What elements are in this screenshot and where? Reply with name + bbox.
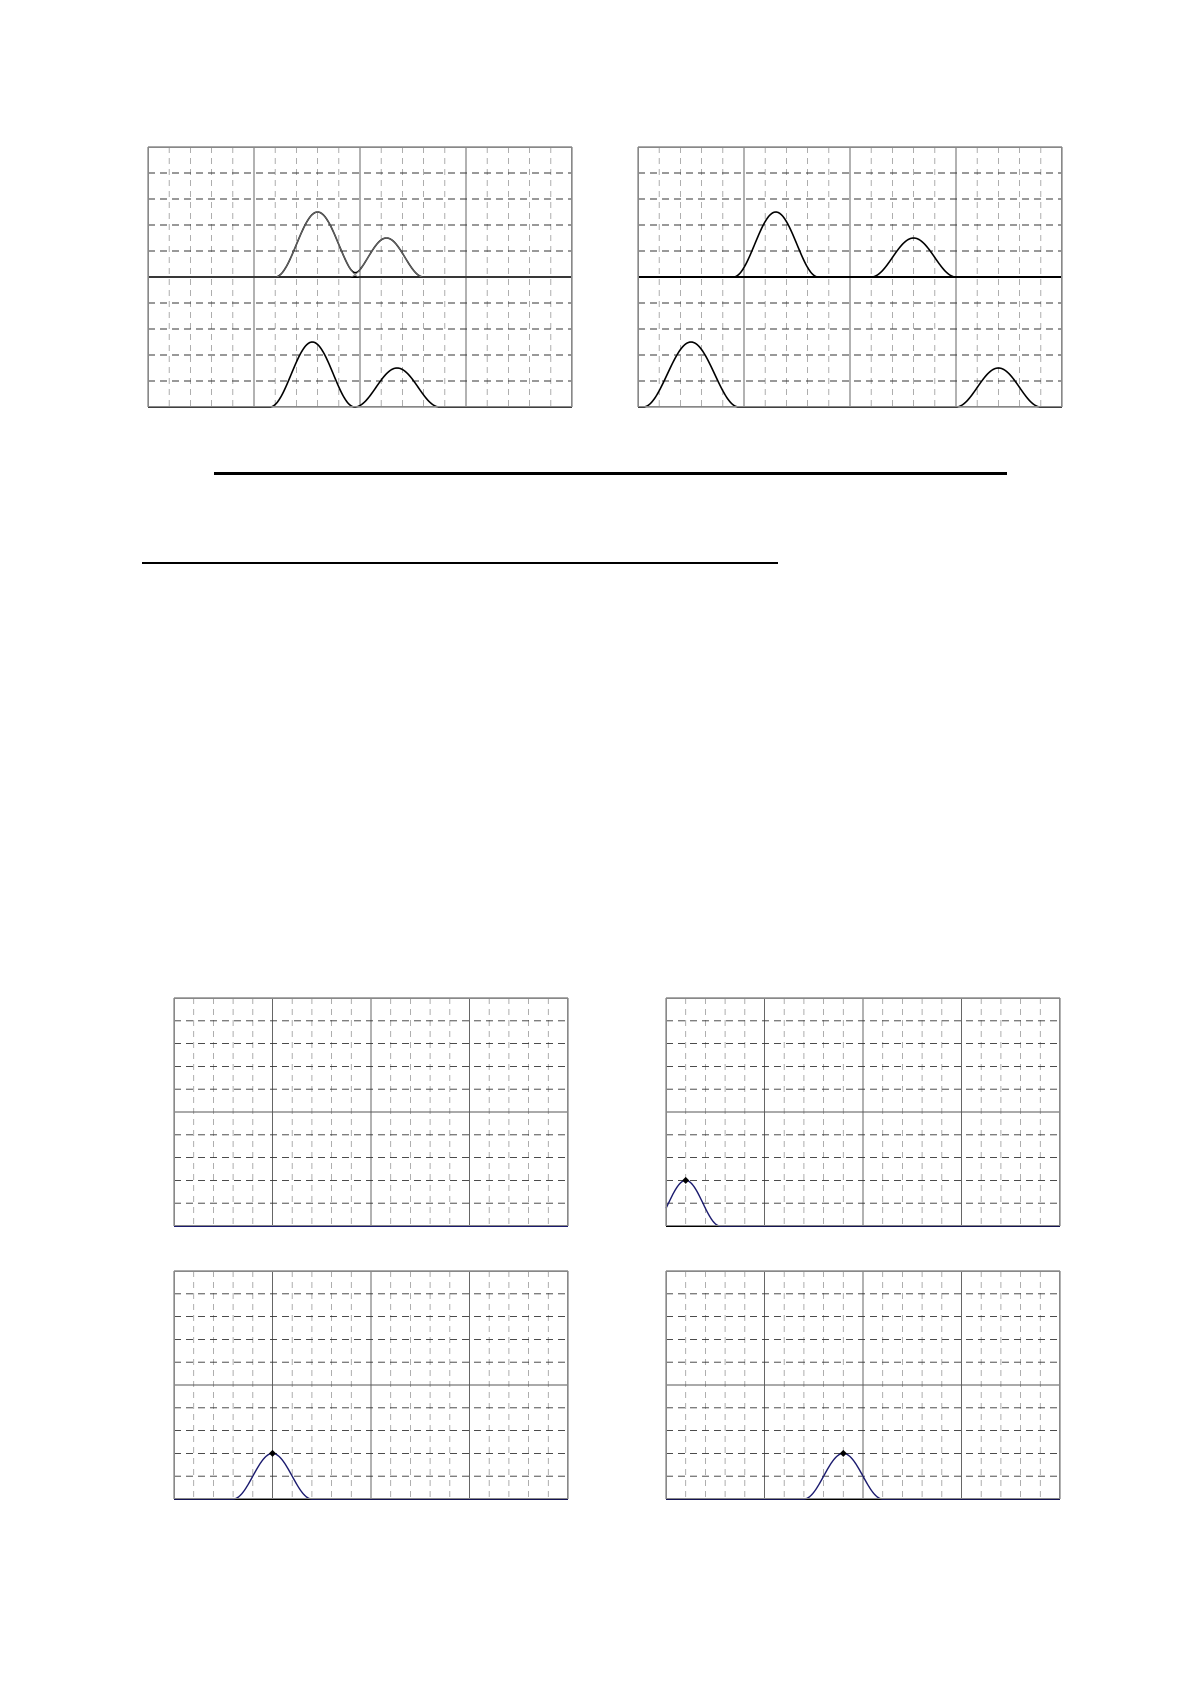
- horizontal-rule: [214, 472, 1007, 475]
- chart-middle-right: [666, 998, 1060, 1226]
- chart-top-left: [148, 147, 572, 407]
- chart-middle-left: [174, 998, 568, 1226]
- chart-top-right: [638, 147, 1062, 407]
- peak-marker: [682, 1177, 689, 1184]
- chart-bottom-right: [666, 1271, 1060, 1499]
- chart-bottom-left: [174, 1271, 568, 1499]
- peak-marker: [840, 1450, 847, 1457]
- peak-marker: [269, 1450, 276, 1457]
- horizontal-rule: [142, 562, 778, 564]
